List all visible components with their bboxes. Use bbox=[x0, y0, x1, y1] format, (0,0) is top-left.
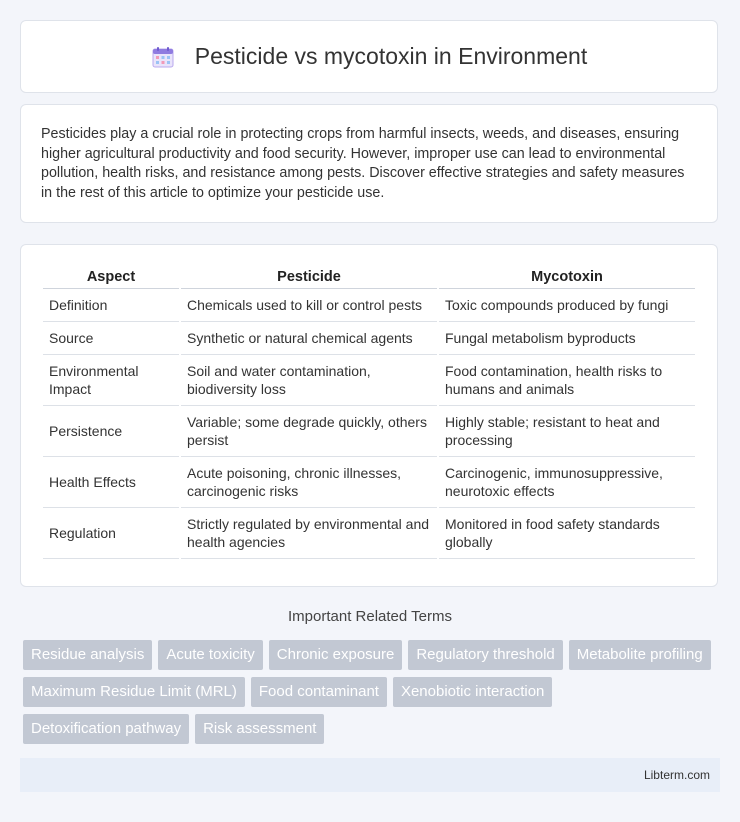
page-title: Pesticide vs mycotoxin in Environment bbox=[194, 43, 588, 69]
cell-aspect: Definition bbox=[43, 289, 179, 322]
tag-maximum-residue-limit[interactable]: Maximum Residue Limit (MRL) bbox=[23, 677, 245, 707]
cell-mycotoxin: Highly stable; resistant to heat and processing bbox=[439, 406, 695, 457]
cell-pesticide: Variable; some degrade quickly, others persist bbox=[181, 406, 437, 457]
cell-pesticide: Strictly regulated by environmental and health agencies bbox=[181, 508, 437, 559]
tag-risk-assessment[interactable]: Risk assessment bbox=[195, 714, 324, 744]
tag-residue-analysis[interactable]: Residue analysis bbox=[23, 640, 152, 670]
related-terms-title: Important Related Terms bbox=[288, 608, 452, 625]
cell-pesticide: Chemicals used to kill or control pests bbox=[181, 289, 437, 322]
header-aspect: Aspect bbox=[43, 265, 179, 289]
table-row bbox=[43, 406, 695, 457]
footer bbox=[20, 758, 720, 792]
footer-site-link[interactable]: Libterm.com bbox=[643, 768, 710, 782]
cell-mycotoxin: Fungal metabolism byproducts bbox=[439, 322, 695, 355]
cell-aspect: Environmental Impact bbox=[43, 355, 179, 406]
tag-metabolite-profiling[interactable]: Metabolite profiling bbox=[569, 640, 711, 670]
intro-text: Pesticides play a crucial role in protecting crops from harmful insects, weeds, and diseases, ensuring higher agricultural productivity and food security. However, improper use can lead to environmental pollution, health risks, and resistance among pests. Discover effective strategies and safety measures in the rest of this article to optimize your pesticide use. bbox=[41, 126, 685, 201]
tag-detoxification-pathway[interactable]: Detoxification pathway bbox=[23, 714, 189, 744]
intro-card bbox=[20, 104, 718, 223]
cell-pesticide: Synthetic or natural chemical agents bbox=[181, 322, 437, 355]
cell-mycotoxin: Toxic compounds produced by fungi bbox=[439, 289, 695, 322]
tag-chronic-exposure[interactable]: Chronic exposure bbox=[269, 640, 403, 670]
table-row bbox=[43, 508, 695, 559]
cell-aspect: Source bbox=[43, 322, 179, 355]
comparison-card bbox=[20, 244, 718, 587]
tag-regulatory-threshold[interactable]: Regulatory threshold bbox=[408, 640, 562, 670]
tag-acute-toxicity[interactable]: Acute toxicity bbox=[158, 640, 262, 670]
header-mycotoxin: Mycotoxin bbox=[439, 265, 695, 289]
table-row bbox=[43, 457, 695, 508]
cell-mycotoxin: Monitored in food safety standards globally bbox=[439, 508, 695, 559]
header-card bbox=[20, 20, 718, 93]
comparison-table bbox=[41, 265, 697, 559]
tag-food-contaminant[interactable]: Food contaminant bbox=[251, 677, 387, 707]
cell-pesticide: Soil and water contamination, biodiversity loss bbox=[181, 355, 437, 406]
table-header-row bbox=[43, 265, 695, 289]
related-terms-list bbox=[23, 640, 723, 744]
header-pesticide: Pesticide bbox=[181, 265, 437, 289]
table-row bbox=[43, 322, 695, 355]
cell-aspect: Health Effects bbox=[43, 457, 179, 508]
calendar-icon bbox=[151, 45, 175, 69]
cell-aspect: Regulation bbox=[43, 508, 179, 559]
cell-aspect: Persistence bbox=[43, 406, 179, 457]
table-row bbox=[43, 289, 695, 322]
cell-pesticide: Acute poisoning, chronic illnesses, carcinogenic risks bbox=[181, 457, 437, 508]
table-row bbox=[43, 355, 695, 406]
cell-mycotoxin: Food contamination, health risks to humans and animals bbox=[439, 355, 695, 406]
cell-mycotoxin: Carcinogenic, immunosuppressive, neurotoxic effects bbox=[439, 457, 695, 508]
tag-xenobiotic-interaction[interactable]: Xenobiotic interaction bbox=[393, 677, 552, 707]
